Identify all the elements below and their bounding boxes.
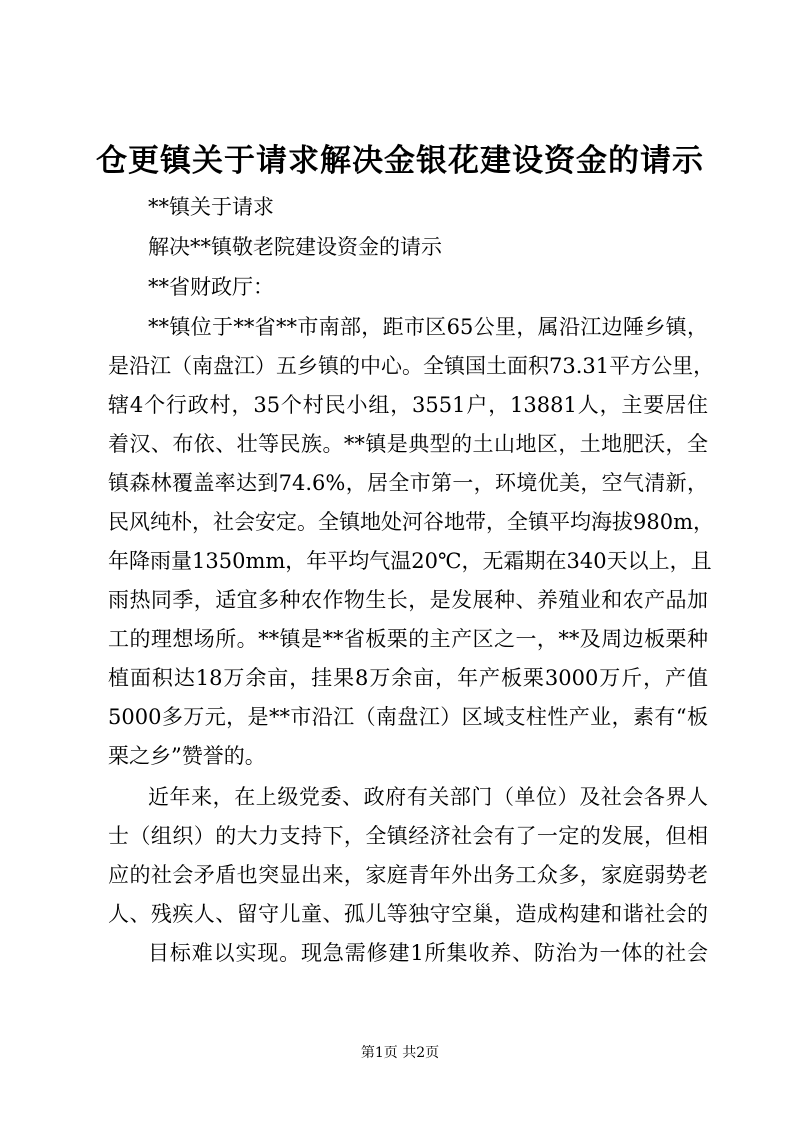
text-line: 士（组织）的大力支持下，全镇经济社会有了一定的发展，但相 xyxy=(108,824,708,848)
text-line: **镇关于请求 xyxy=(148,195,274,219)
text-line: 雨热同季，适宜多种农作物生长，是发展种、养殖业和农产品加 xyxy=(108,588,708,612)
text-line: 民风纯朴，社会安定。全镇地处河谷地带，全镇平均海拔980m， xyxy=(108,510,714,534)
text-line: 应的社会矛盾也突显出来，家庭青年外出务工众多，家庭弱势老 xyxy=(108,863,708,887)
text-line: 着汉、布依、壮等民族。**镇是典型的土山地区，土地肥沃，全 xyxy=(108,432,708,456)
text-line: **省财政厅： xyxy=(148,275,274,299)
text-line: 辖4个行政村，35个村民小组，3551户，13881人，主要居住 xyxy=(108,393,708,417)
text-line: 是沿江（南盘江）五乡镇的中心。全镇国土面积73.31平方公里， xyxy=(108,354,715,378)
text-line: 栗之乡”赞誉的。 xyxy=(108,744,266,768)
text-line: 目标难以实现。现急需修建1所集收养、防治为一体的社会 xyxy=(148,941,708,965)
text-line: **镇位于**省**市南部，距市区65公里，属沿江边陲乡镇， xyxy=(148,315,708,339)
text-line: 解决**镇敬老院建设资金的请示 xyxy=(148,235,442,259)
text-line: 5000多万元，是**市沿江（南盘江）区域支柱性产业，素有“板 xyxy=(108,705,708,729)
text-line: 镇森林覆盖率达到74.6%，居全市第一，环境优美，空气清新， xyxy=(108,471,708,495)
text-line: 工的理想场所。**镇是**省板栗的主产区之一，**及周边板栗种 xyxy=(108,627,708,651)
document-title: 仓更镇关于请求解决金银花建设资金的请示 xyxy=(96,143,704,179)
text-line: 人、残疾人、留守儿童、孤儿等独守空巢，造成构建和谐社会的 xyxy=(108,902,708,926)
text-line: 年降雨量1350mm，年平均气温20℃，无霜期在340天以上，且 xyxy=(108,549,712,573)
page-number: 第1页 共2页 xyxy=(360,1045,440,1061)
text-line: 近年来，在上级党委、政府有关部门（单位）及社会各界人 xyxy=(148,785,708,809)
text-line: 植面积达18万余亩，挂果8万余亩，年产板栗3000万斤，产值 xyxy=(108,666,708,690)
